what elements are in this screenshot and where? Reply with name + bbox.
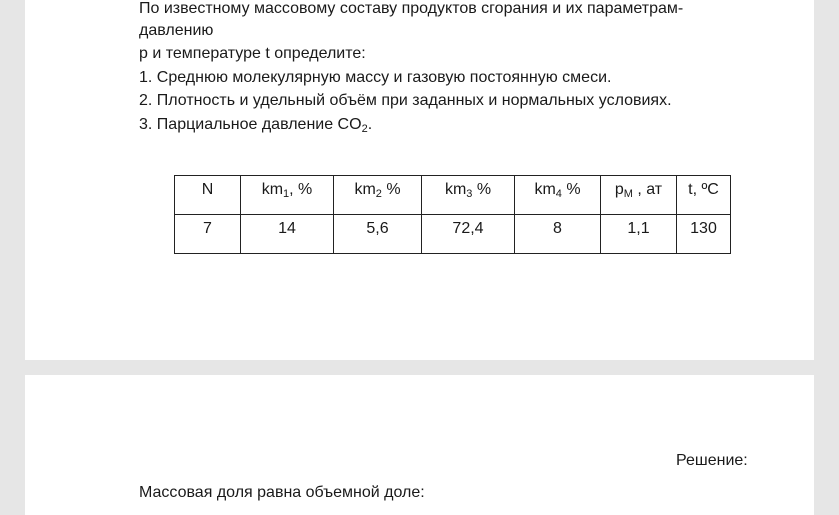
problem-line-3: p и температуре t определите: [139, 45, 366, 62]
problem-item-2: 2. Плотность и удельный объём при заданных и нормальных условиях. [139, 92, 672, 109]
cell-temperature: 130 [677, 215, 731, 254]
document-page-1 [25, 0, 814, 360]
table-header-row [175, 176, 731, 215]
problem-line-1: По известному массовому составу продуктов сгорания и их параметрам- [139, 0, 684, 17]
parameters-table [174, 175, 731, 254]
header-cell-km2: $km_2$ % [334, 176, 422, 215]
problem-item-3-text: 3. Парциальное давление CO [139, 116, 362, 133]
header-cell-pressure: $p_М$ , ат [601, 176, 677, 215]
problem-item-3-subscript: 2 [361, 123, 368, 135]
header-cell-km3: $km_3$ % [422, 176, 515, 215]
cell-km3: 72,4 [422, 215, 515, 254]
cell-pressure: 1,1 [601, 215, 677, 254]
problem-item-3 [139, 114, 372, 140]
solution-heading: Решение: [676, 452, 748, 469]
table-row [175, 215, 731, 254]
document-page-2 [25, 375, 814, 515]
header-cell-n: N [175, 176, 241, 215]
mass-fraction-line: Массовая доля равна объемной доле: [139, 484, 425, 501]
cell-km4: 8 [515, 215, 601, 254]
problem-item-3-end: . [367, 116, 373, 133]
cell-km1: 14 [241, 215, 334, 254]
header-cell-km4: $km_4$ % [515, 176, 601, 215]
problem-item-1: 1. Среднюю молекулярную массу и газовую постоянную смеси. [139, 69, 612, 86]
header-cell-temperature: t, ºС [677, 176, 731, 215]
cell-n: 7 [175, 215, 241, 254]
cell-km2: 5,6 [334, 215, 422, 254]
problem-line-2: давлению [139, 22, 214, 39]
header-cell-km1: $km_1$, % [241, 176, 334, 215]
